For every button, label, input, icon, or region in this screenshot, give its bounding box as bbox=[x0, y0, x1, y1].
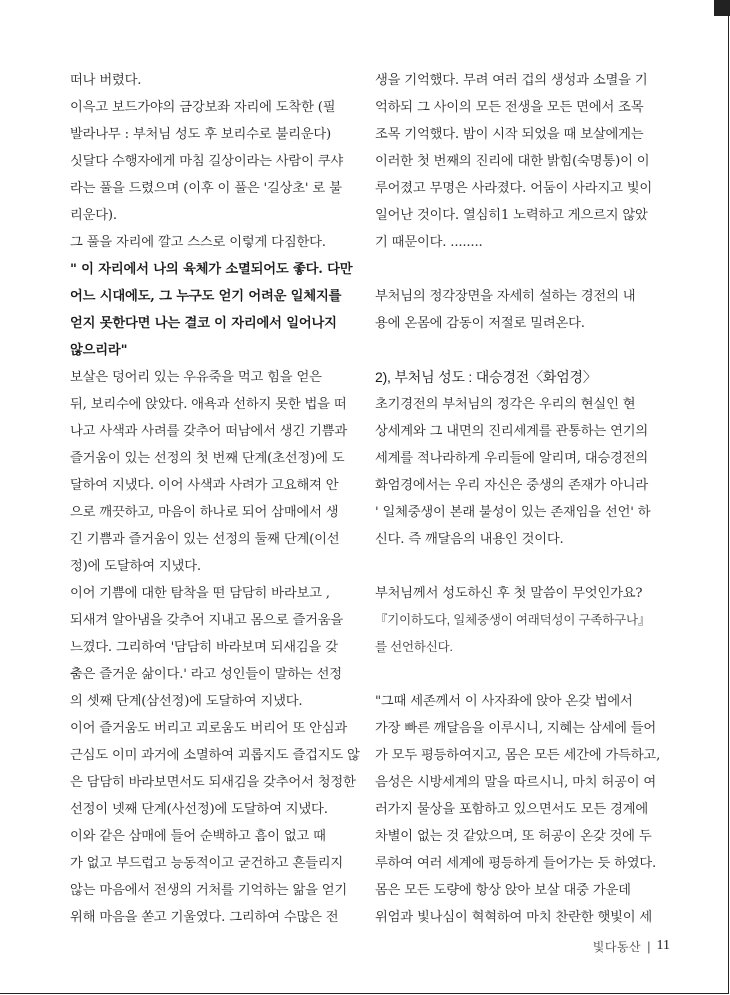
text-line: 즐거움이 있는 선정의 첫 번째 단계(초선정)에 도 bbox=[70, 451, 345, 466]
paragraph-gap bbox=[375, 553, 660, 580]
text-line: 보살은 덩어리 있는 우유죽을 먹고 힘을 얻은 bbox=[70, 370, 322, 385]
text-line: 루어졌고 무명은 사라졌다. 어둠이 사라지고 빛이 bbox=[375, 181, 653, 196]
page-number: 11 bbox=[656, 938, 670, 953]
text-line: 라는 풀을 드렸으며 (이후 이 풀은 '길상초' 로 불 bbox=[70, 181, 342, 196]
text-line: 세계를 적나라하게 우리들에 알리며, 대승경전의 bbox=[375, 451, 649, 466]
publication-name: 빛다동산 bbox=[592, 939, 642, 954]
vow-quote-line: 어느 시대에도, 그 누구도 얻기 어려운 일체지를 bbox=[70, 289, 342, 304]
text-line: 가장 빠른 깨달음을 이루시니, 지혜는 삼세에 들어 bbox=[375, 721, 657, 736]
text-line: "그때 세존께서 이 사자좌에 앉아 온갖 법에서 bbox=[375, 694, 633, 709]
text-line: 이어 즐거움도 버리고 괴로움도 버리어 또 안심과 bbox=[70, 721, 348, 736]
text-line: 이와 같은 삼매에 들어 순백하고 흠이 없고 때 bbox=[70, 829, 326, 844]
vow-quote-line: " 이 자리에서 나의 육체가 소멸되어도 좋다. 다만 bbox=[70, 262, 353, 277]
text-line: 일어난 것이다. 열심히1 노력하고 게으르지 않았 bbox=[375, 208, 648, 223]
text-line: 루하여 여러 세계에 평등하게 들어가는 듯 하였다. bbox=[375, 856, 657, 871]
text-line: 기 때문이다. ........ bbox=[375, 235, 483, 250]
text-line: 위엄과 빛나심이 혁혁하여 마치 찬란한 햇빛이 세 bbox=[375, 910, 653, 925]
text-line: 생을 기억했다. 무려 여러 겁의 생성과 소멸을 기 bbox=[375, 73, 648, 88]
section-heading: 2), 부처님 성도 : 대승경전〈화엄경〉 bbox=[375, 369, 597, 385]
text-line: 떠나 버렸다. bbox=[70, 73, 142, 88]
text-line: 은 담담히 바라보면서도 되새김을 갖추어서 청정한 bbox=[70, 775, 356, 790]
text-line: 러가지 물상을 포함하고 있으면서도 모든 경계에 bbox=[375, 802, 649, 817]
text-line: 부처님의 정각장면을 자세히 설하는 경전의 내 bbox=[375, 289, 636, 304]
corner-mark bbox=[714, 0, 730, 16]
text-line: 그 풀을 자리에 깔고 스스로 이렇게 다짐한다. bbox=[70, 235, 326, 250]
text-line: 억하되 그 사이의 모든 전생을 모든 면에서 조목 bbox=[375, 100, 644, 115]
page-footer bbox=[560, 936, 670, 956]
text-line: 가 없고 부드럽고 능동적이고 굳건하고 흔들리지 bbox=[70, 856, 344, 871]
text-line: 초기경전의 부처님의 정각은 우리의 현실인 현 bbox=[375, 397, 636, 412]
footer-separator: | bbox=[647, 938, 651, 954]
text-line: 이어 기쁨에 대한 탐착을 떤 담담히 바라보고 , bbox=[70, 586, 330, 601]
text-line: 조목 기억했다. 밤이 시작 되었을 때 보살에게는 bbox=[375, 127, 644, 142]
vow-quote-line: 않으리라" bbox=[70, 343, 128, 358]
text-line: 느꼈다. 그리하여 '담담히 바라보며 되새김을 갖 bbox=[70, 640, 338, 655]
proclamation-line: 를 선언하신다. bbox=[375, 640, 453, 654]
text-line: 발라나무 : 부처님 성도 후 보리수로 불리운다) bbox=[70, 127, 332, 142]
text-line: 위해 마음을 쏟고 기울였다. 그리하여 수많은 전 bbox=[70, 910, 339, 925]
text-line: 으로 깨끗하고, 마음이 하나로 되어 삼매에서 생 bbox=[70, 505, 339, 520]
text-line: 싯달다 수행자에게 마침 길상이라는 사람이 쿠샤 bbox=[70, 154, 344, 169]
text-line: 선정이 넷째 단계(사선정)에 도달하여 지냈다. bbox=[70, 802, 328, 817]
text-line: 정)에 도달하여 지냈다. bbox=[70, 559, 201, 574]
text-line: 음성은 시방세계의 말을 따르시니, 마치 허공이 여 bbox=[375, 775, 657, 790]
text-line: 차별이 없는 것 같았으며, 또 허공이 온갖 것에 두 bbox=[375, 829, 652, 844]
text-line: ' 일체중생이 본래 불성이 있는 존재임을 선언' 하 bbox=[375, 505, 651, 520]
text-line: 신다. 즉 깨달음의 내용인 것이다. bbox=[375, 532, 564, 547]
text-line: 의 셋째 단계(삼선정)에 도달하여 지냈다. bbox=[70, 694, 303, 709]
text-line: 몸은 모든 도량에 항상 앉아 보살 대중 가운데 bbox=[375, 883, 631, 898]
text-line: 춤은 즐거운 삶이다.' 라고 성인들이 말하는 선정 bbox=[70, 667, 342, 682]
text-line: 근심도 이미 과거에 소멸하여 괴롭지도 즐겁지도 않 bbox=[70, 748, 360, 763]
text-line: 부처님께서 성도하신 후 첫 말씀이 무엇인가요? bbox=[375, 586, 643, 601]
proclamation-line: 『기이하도다, 일체중생이 여래덕성이 구족하구나』 bbox=[375, 613, 651, 627]
text-line: 화엄경에서는 우리 자신은 중생의 존재가 아니라 bbox=[375, 478, 649, 493]
paragraph-gap bbox=[375, 256, 660, 283]
paragraph-gap bbox=[375, 661, 660, 688]
right-column bbox=[375, 67, 660, 931]
text-line: 가 모두 평등하여지고, 몸은 모든 세간에 가득하고, bbox=[375, 748, 661, 763]
text-line: 않는 마음에서 전생의 거처를 기억하는 앎을 얻기 bbox=[70, 883, 348, 898]
text-line: 용에 온몸에 감동이 저절로 밀려온다. bbox=[375, 316, 585, 331]
text-line: 리운다). bbox=[70, 208, 117, 223]
paragraph-gap bbox=[375, 337, 660, 364]
left-column bbox=[70, 67, 360, 931]
text-line: 되새겨 알아냄을 갖추어 지내고 몸으로 즐거움을 bbox=[70, 613, 344, 628]
text-line: 달하여 지냈다. 이어 사색과 사려가 고요해져 안 bbox=[70, 478, 339, 493]
text-line: 긴 기쁨과 즐거움이 있는 선정의 둘째 단계(이선 bbox=[70, 532, 340, 547]
text-line: 이윽고 보드가야의 금강보좌 자리에 도착한 (필 bbox=[70, 100, 336, 115]
vow-quote-line: 얻지 못한다면 나는 결코 이 자리에서 일어나지 bbox=[70, 316, 337, 331]
text-line: 상세계와 그 내면의 진리세계를 관통하는 연기의 bbox=[375, 424, 649, 439]
text-line: 나고 사색과 사려를 갖추어 떠남에서 생긴 기쁨과 bbox=[70, 424, 348, 439]
text-line: 이러한 첫 번째의 진리에 대한 밝힘(숙명통)이 이 bbox=[375, 154, 650, 169]
text-line: 뒤, 보리수에 앉았다. 애욕과 선하지 못한 법을 떠 bbox=[70, 397, 347, 412]
